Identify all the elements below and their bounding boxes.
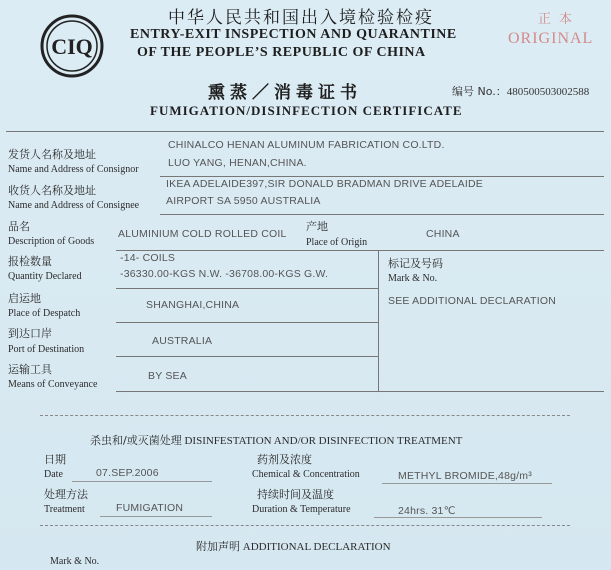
additional-heading <box>196 538 391 554</box>
dash-divider-2 <box>40 525 570 526</box>
conveyance-label-cn: 运输工具 <box>8 363 52 376</box>
destination-label-en: Port of Destination <box>8 344 85 355</box>
chemical-underline <box>382 483 552 484</box>
consignor-value-2: LUO YANG, HENAN,CHINA. <box>168 157 307 169</box>
certificate-serial <box>452 83 589 99</box>
quantity-label-en: Quantity Declared <box>8 271 82 282</box>
marks-label-en: Mark & No. <box>388 273 438 284</box>
method-label-en: Treatment <box>44 504 85 515</box>
destination-label-cn: 到达口岸 <box>8 327 52 340</box>
original-stamp-en: ORIGINAL <box>508 30 594 47</box>
duration-label-cn: 持续时间及温度 <box>257 488 334 501</box>
divider-despatch <box>116 322 378 323</box>
origin-label-cn: 产地 <box>306 220 328 233</box>
header-title-cn: 中华人民共和国出入境检验检疫 <box>168 8 434 28</box>
method-underline <box>100 516 212 517</box>
divider-vertical <box>378 250 379 391</box>
additional-heading-cn: 附加声明 <box>196 540 240 553</box>
goods-value: ALUMINIUM COLD ROLLED COIL <box>118 228 287 240</box>
additional-heading-en: ADDITIONAL DECLARATION <box>242 541 391 553</box>
despatch-label-en: Place of Despatch <box>8 308 81 319</box>
consignee-label-en: Name and Address of Consignee <box>8 200 140 211</box>
serial-label: 编号 No.： <box>452 85 507 98</box>
serial-value: 480500503002588 <box>506 86 590 98</box>
certificate-title-cn: 熏蒸／消毒证书 <box>208 83 362 103</box>
duration-label-en: Duration & Temperature <box>252 504 351 515</box>
consignor-label-en: Name and Address of Consignor <box>8 164 139 175</box>
header-title-en-1: ENTRY-EXIT INSPECTION AND QUARANTINE <box>130 27 457 42</box>
conveyance-label-en: Means of Conveyance <box>8 379 98 390</box>
ciq-logo <box>40 14 104 78</box>
marks-label-cn: 标记及号码 <box>388 257 443 270</box>
divider-goods <box>116 250 604 251</box>
divider-consignor <box>160 176 604 177</box>
quantity-value-1: -14- COILS <box>120 252 176 264</box>
header-title-en-2: OF THE PEOPLE’S REPUBLIC OF CHINA <box>137 45 426 60</box>
origin-value: CHINA <box>426 228 460 240</box>
origin-label-en: Place of Origin <box>306 237 368 248</box>
despatch-value: SHANGHAI,CHINA <box>146 299 240 311</box>
date-label-cn: 日期 <box>44 453 66 466</box>
certificate-title-en: FUMIGATION/DISINFECTION CERTIFICATE <box>150 103 463 118</box>
duration-underline <box>374 517 542 518</box>
svg-text:CIQ: CIQ <box>51 34 93 59</box>
divider-conveyance <box>116 391 604 392</box>
divider-quantity <box>116 288 378 289</box>
treatment-heading-cn: 杀虫和/或灭菌处理 <box>90 434 182 447</box>
date-label-en: Date <box>44 469 63 480</box>
consignee-value-1: IKEA ADELAIDE397,SIR DONALD BRADMAN DRIVE ADELAIDE <box>166 178 483 190</box>
chemical-label-en: Chemical & Concentration <box>252 469 360 480</box>
chemical-label-cn: 药剂及浓度 <box>257 453 312 466</box>
consignor-value-1: CHINALCO HENAN ALUMINUM FABRICATION CO.LTD. <box>168 139 445 151</box>
divider-top <box>6 131 604 132</box>
date-underline <box>72 481 212 482</box>
duration-value: 24hrs. 31℃ <box>398 505 456 517</box>
consignee-value-2: AIRPORT SA 5950 AUSTRALIA <box>166 195 321 207</box>
additional-mark-label: Mark & No. <box>50 556 100 567</box>
despatch-label-cn: 启运地 <box>8 292 41 305</box>
divider-destination <box>116 356 378 357</box>
destination-value: AUSTRALIA <box>152 335 213 347</box>
goods-label-cn: 品名 <box>8 220 30 233</box>
original-stamp-cn: 正本 <box>538 12 581 27</box>
chemical-value: METHYL BROMIDE,48g/m³ <box>398 470 532 482</box>
dash-divider-1 <box>40 415 570 416</box>
quantity-label-cn: 报检数量 <box>8 255 52 268</box>
method-label-cn: 处理方法 <box>44 488 88 501</box>
treatment-heading-en: DISINFESTATION AND/OR DISINFECTION TREATMENT <box>184 435 463 447</box>
conveyance-value: BY SEA <box>148 370 187 382</box>
goods-label-en: Description of Goods <box>8 236 95 247</box>
consignee-label-cn: 收货人名称及地址 <box>8 184 96 197</box>
consignor-label-cn: 发货人名称及地址 <box>8 148 96 161</box>
divider-consignee <box>160 214 604 215</box>
marks-value: SEE ADDITIONAL DECLARATION <box>388 295 556 307</box>
date-value: 07.SEP.2006 <box>96 467 159 479</box>
treatment-heading <box>90 432 462 448</box>
method-value: FUMIGATION <box>116 502 184 514</box>
quantity-value-2: -36330.00-KGS N.W. -36708.00-KGS G.W. <box>120 268 329 280</box>
